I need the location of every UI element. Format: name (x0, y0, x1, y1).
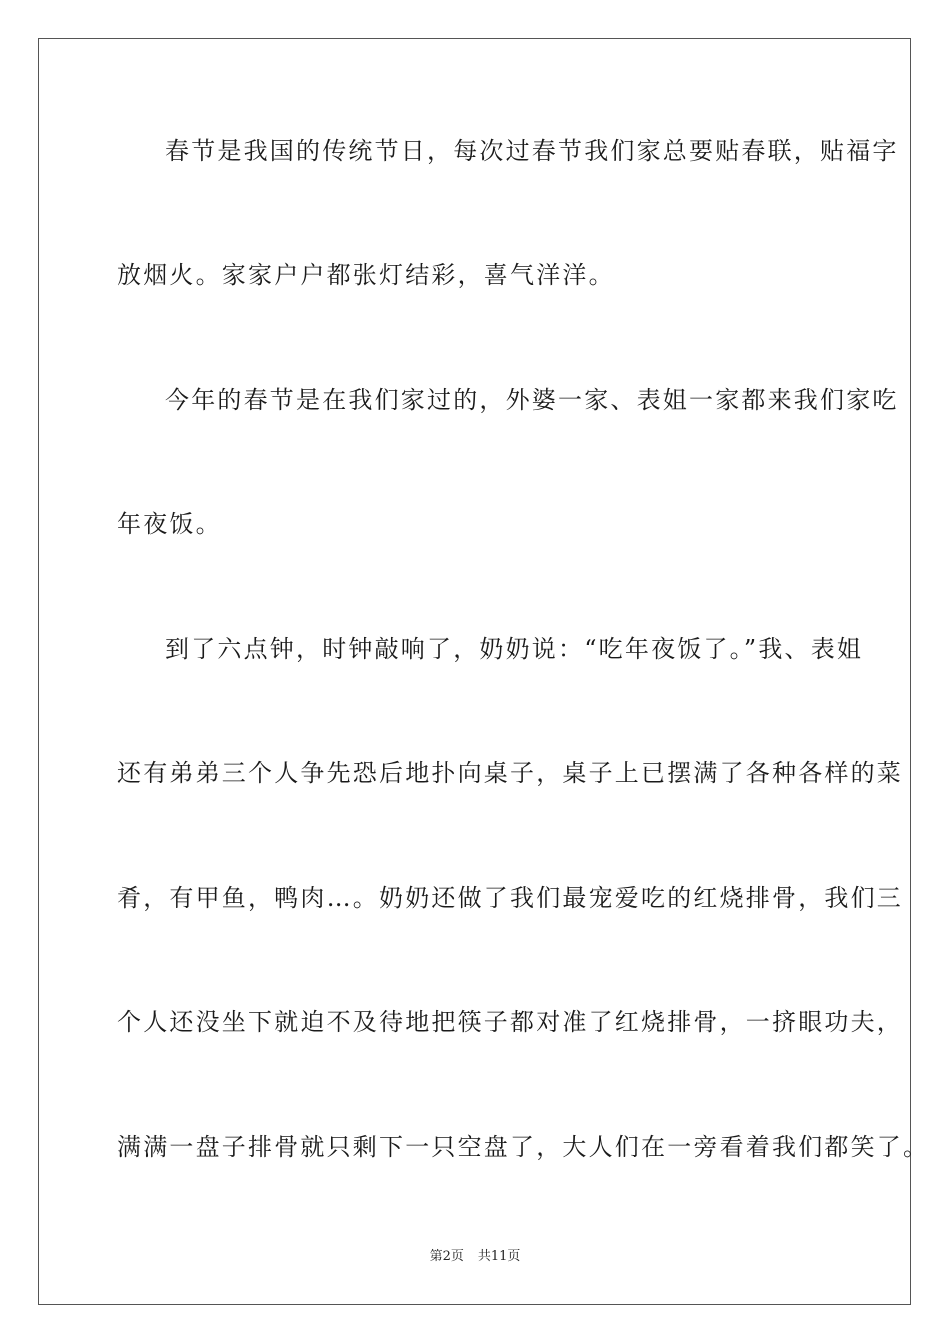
paragraph-1-line-2: 放烟火。家家户户都张灯结彩，喜气洋洋。 (117, 261, 615, 289)
page-number: 第2页 (429, 1249, 464, 1264)
page-footer (0, 1248, 950, 1266)
page-frame (38, 38, 930, 1305)
paragraph-3-line-1: 到了六点钟，时钟敲响了，奶奶说：“吃年夜饭了。”我、表姐 (165, 635, 864, 663)
paragraph-2-line-1: 今年的春节是在我们家过的，外婆一家、表姐一家都来我们家吃 (165, 386, 899, 414)
paragraph-3-line-4: 个人还没坐下就迫不及待地把筷子都对准了红烧排骨，一挤眼功夫， (117, 1008, 903, 1036)
paragraph-3-line-2: 还有弟弟三个人争先恐后地扑向桌子，桌子上已摆满了各种各样的菜 (117, 759, 903, 787)
paragraph-2-line-2: 年夜饭。 (117, 510, 222, 538)
paragraph-3-line-5: 满满一盘子排骨就只剩下一只空盘了，大人们在一旁看着我们都笑了。 (117, 1133, 930, 1161)
paragraph-1-line-1: 春节是我国的传统节日，每次过春节我们家总要贴春联，贴福字 (165, 137, 899, 165)
page-total: 共11页 (477, 1249, 521, 1264)
paragraph-3-line-3: 肴，有甲鱼，鸭肉…。奶奶还做了我们最宠爱吃的红烧排骨，我们三 (117, 884, 903, 912)
